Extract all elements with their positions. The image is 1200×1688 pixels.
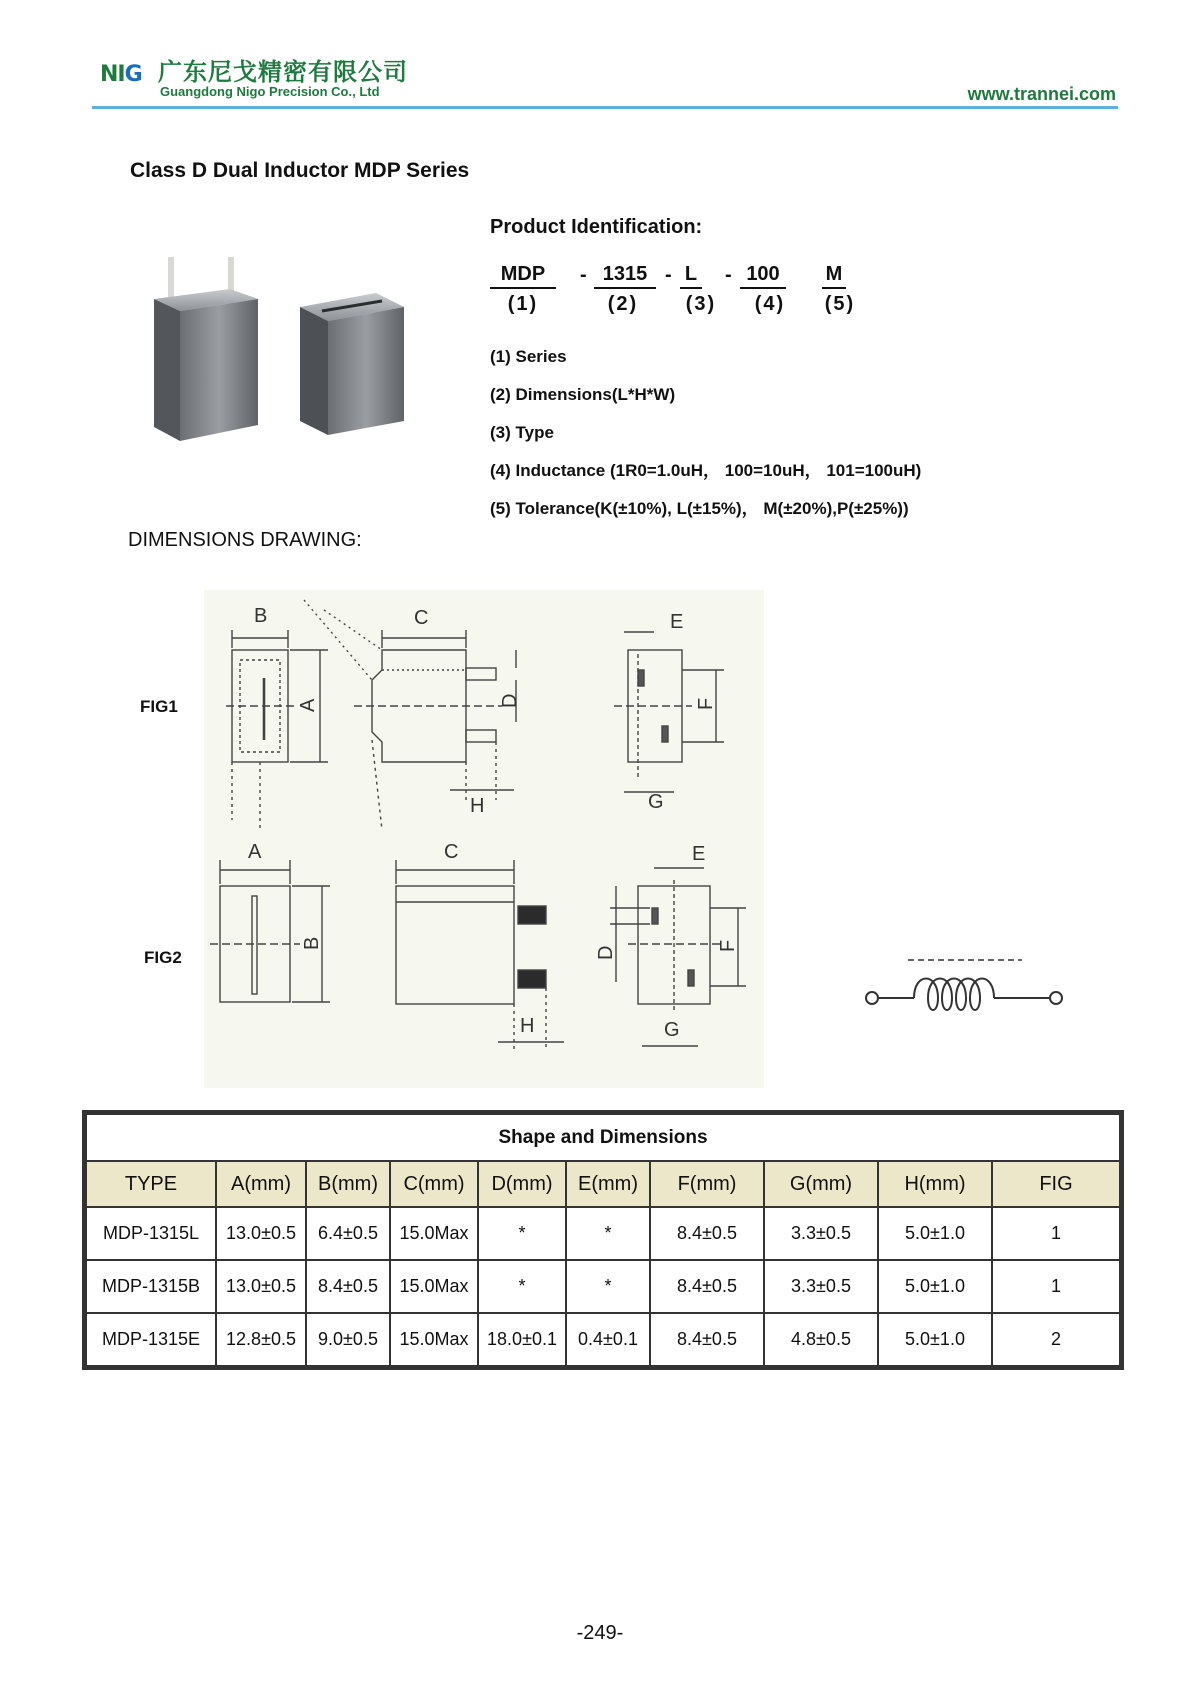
table-cell: MDP-1315L bbox=[86, 1207, 216, 1260]
shape-dimensions-table bbox=[82, 1110, 1124, 1370]
code-dash: - bbox=[725, 264, 732, 286]
dim-label-a-fig2: A bbox=[248, 841, 262, 863]
code-number: (3) bbox=[685, 293, 717, 315]
dim-label-g-fig2: G bbox=[664, 1019, 680, 1041]
product-photo bbox=[150, 255, 440, 455]
table-cell: * bbox=[566, 1260, 650, 1313]
company-logo bbox=[100, 62, 142, 87]
id-item-tolerance: (5) Tolerance(K(±10%), L(±15%)， M(±20%),P(±25%)) bbox=[490, 499, 909, 518]
table-cell: * bbox=[566, 1207, 650, 1260]
table-cell: 15.0Max bbox=[390, 1260, 478, 1313]
table-cell: 5.0±1.0 bbox=[878, 1313, 992, 1366]
identification-list bbox=[490, 338, 921, 528]
dim-label-c: C bbox=[414, 607, 429, 629]
code-number: (4) bbox=[754, 293, 786, 315]
table-cell: 4.8±0.5 bbox=[764, 1313, 878, 1366]
dim-label-d: D bbox=[499, 693, 521, 708]
table-cell: 15.0Max bbox=[390, 1313, 478, 1366]
table-cell: 18.0±0.1 bbox=[478, 1313, 566, 1366]
table-cell: 3.3±0.5 bbox=[764, 1207, 878, 1260]
table-cell: 3.3±0.5 bbox=[764, 1260, 878, 1313]
table-cell: 13.0±0.5 bbox=[216, 1260, 306, 1313]
code-tolerance: M bbox=[822, 263, 846, 289]
fig1-label: FIG1 bbox=[140, 697, 178, 716]
id-item-type: (3) Type bbox=[490, 423, 554, 442]
dim-label-d-fig2: D bbox=[595, 945, 617, 960]
id-item-series: (1) Series bbox=[490, 347, 567, 366]
table-row bbox=[86, 1313, 1120, 1366]
code-series: MDP bbox=[490, 263, 556, 289]
column-header: E(mm) bbox=[566, 1161, 650, 1207]
fig1-side-view bbox=[226, 630, 328, 830]
dim-label-b-fig2: B bbox=[301, 936, 323, 950]
table-cell: * bbox=[478, 1260, 566, 1313]
table-cell: 6.4±0.5 bbox=[306, 1207, 390, 1260]
company-name-cn: 广东尼戈精密有限公司 bbox=[158, 57, 408, 86]
table-row bbox=[86, 1260, 1120, 1313]
column-header: G(mm) bbox=[764, 1161, 878, 1207]
table-cell: MDP-1315B bbox=[86, 1260, 216, 1313]
fig2-label: FIG2 bbox=[144, 948, 182, 967]
table-cell: 1 bbox=[992, 1260, 1120, 1313]
table-cell: 0.4±0.1 bbox=[566, 1313, 650, 1366]
dim-label-h-fig2: H bbox=[520, 1015, 535, 1037]
website-link[interactable]: www.trannei.com bbox=[967, 84, 1116, 104]
column-header: B(mm) bbox=[306, 1161, 390, 1207]
code-type: L bbox=[680, 263, 702, 289]
fig2-side-view bbox=[210, 860, 330, 1002]
dim-label-f-fig2: F bbox=[717, 939, 739, 952]
table-cell: 12.8±0.5 bbox=[216, 1313, 306, 1366]
fig1-bottom-view bbox=[614, 632, 724, 792]
table-cell: 8.4±0.5 bbox=[650, 1260, 764, 1313]
column-header: TYPE bbox=[86, 1161, 216, 1207]
table-cell: 8.4±0.5 bbox=[650, 1313, 764, 1366]
dim-label-f: F bbox=[695, 697, 717, 710]
dim-label-h: H bbox=[470, 795, 485, 817]
header-rule bbox=[92, 106, 1118, 109]
code-number: (2) bbox=[607, 293, 639, 315]
column-header: D(mm) bbox=[478, 1161, 566, 1207]
table-row bbox=[86, 1207, 1120, 1260]
table-cell: 5.0±1.0 bbox=[878, 1207, 992, 1260]
code-number: (5) bbox=[824, 293, 856, 315]
column-header: C(mm) bbox=[390, 1161, 478, 1207]
table-cell: MDP-1315E bbox=[86, 1313, 216, 1366]
table-cell: * bbox=[478, 1207, 566, 1260]
page-number: -249- bbox=[576, 1622, 624, 1644]
dim-label-b: B bbox=[254, 605, 268, 627]
table-cell: 1 bbox=[992, 1207, 1120, 1260]
column-header: H(mm) bbox=[878, 1161, 992, 1207]
logo-letters: NI bbox=[100, 62, 125, 87]
dim-label-g: G bbox=[648, 791, 664, 813]
code-dimensions: 1315 bbox=[594, 263, 656, 289]
column-header: FIG bbox=[992, 1161, 1120, 1207]
page-title: Class D Dual Inductor MDP Series bbox=[130, 159, 470, 182]
dim-label-c-fig2: C bbox=[444, 841, 459, 863]
dim-label-e: E bbox=[670, 611, 684, 633]
dimensions-drawing-heading: DIMENSIONS DRAWING: bbox=[128, 529, 362, 551]
code-dash: - bbox=[580, 264, 587, 286]
column-header: A(mm) bbox=[216, 1161, 306, 1207]
dimensions-drawing bbox=[204, 590, 764, 1088]
id-item-inductance: (4) Inductance (1R0=1.0uH， 100=10uH， 101=100uH) bbox=[490, 461, 922, 480]
table-cell: 9.0±0.5 bbox=[306, 1313, 390, 1366]
code-number: (1) bbox=[507, 293, 539, 315]
id-item-dimensions: (2) Dimensions(L*H*W) bbox=[490, 385, 676, 404]
table-cell: 8.4±0.5 bbox=[650, 1207, 764, 1260]
code-dash: - bbox=[665, 264, 672, 286]
table-cell: 2 bbox=[992, 1313, 1120, 1366]
table-cell: 8.4±0.5 bbox=[306, 1260, 390, 1313]
product-identification-heading: Product Identification: bbox=[490, 216, 703, 238]
column-header: F(mm) bbox=[650, 1161, 764, 1207]
inductor-symbol-icon bbox=[860, 948, 1070, 1018]
table-cell: 13.0±0.5 bbox=[216, 1207, 306, 1260]
fig2-front-view bbox=[396, 860, 564, 1050]
table-cell: 15.0Max bbox=[390, 1207, 478, 1260]
logo-letter-g: G bbox=[124, 62, 142, 87]
code-inductance: 100 bbox=[740, 263, 786, 289]
dim-label-a: A bbox=[297, 698, 319, 712]
company-name-en: Guangdong Nigo Precision Co., Ltd bbox=[160, 84, 380, 99]
table-title: Shape and Dimensions bbox=[86, 1114, 1120, 1161]
table-cell: 5.0±1.0 bbox=[878, 1260, 992, 1313]
table-header-row bbox=[86, 1161, 1120, 1207]
dim-label-e-fig2: E bbox=[692, 843, 706, 865]
